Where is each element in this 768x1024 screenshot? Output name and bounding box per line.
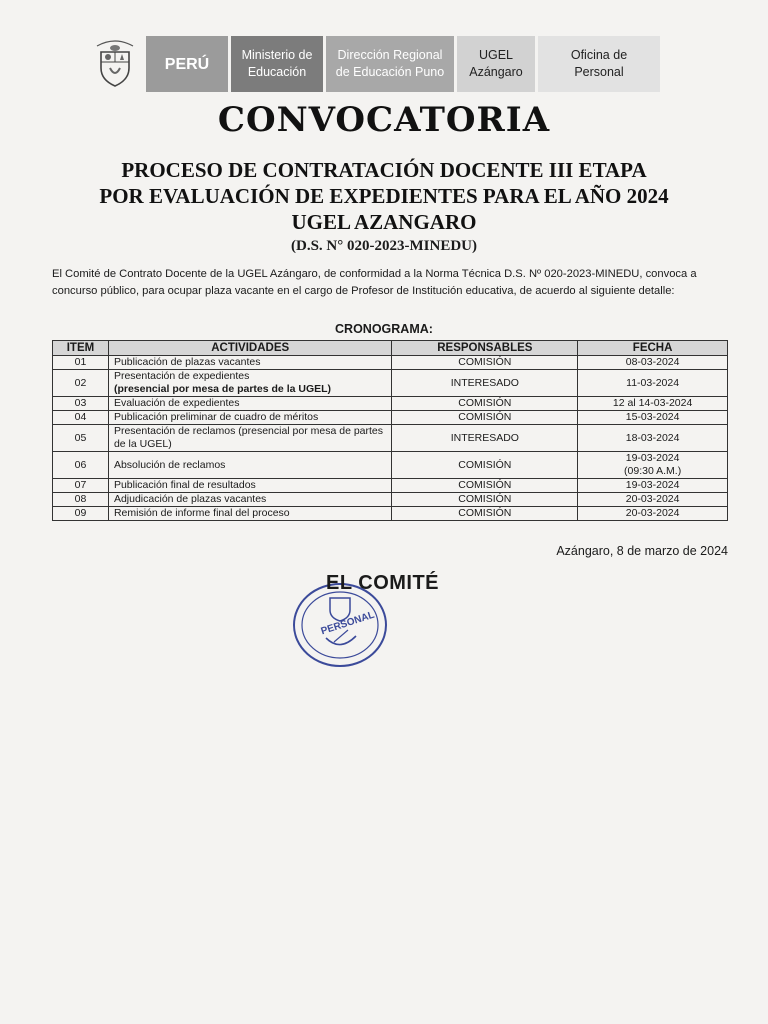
date-text: 11-03-2024 — [626, 376, 680, 389]
cell-date — [578, 411, 728, 425]
date-text: 19-03-2024 — [625, 452, 680, 464]
table-header-row — [53, 341, 728, 356]
cell-date — [578, 370, 728, 397]
peru-coat-of-arms-icon — [92, 36, 138, 92]
intro-paragraph: El Comité de Contrato Docente de la UGEL Azángaro, de conformidad a la Norma Técnica D.S. Nº 020-2023-MINEDU, convoca a concurso público, para ocupar plaza vacante en el cargo de Profesor de Institución educativa, de acuerdo al siguiente detalle: — [52, 268, 697, 297]
cell-activity — [108, 479, 392, 493]
cell-activity — [108, 507, 392, 521]
cell-date — [578, 425, 728, 452]
cell-date — [578, 479, 728, 493]
stamp-text: PERSONAL — [319, 609, 376, 638]
cell-item: 09 — [53, 507, 109, 521]
subtitle-line: POR EVALUACIÓN DE EXPEDIENTES PARA EL AÑO 2024 — [99, 184, 669, 208]
cell-date — [578, 356, 728, 370]
activity-text: Presentación de reclamos (presencial por mesa de partes de la UGEL) — [113, 425, 384, 450]
table-row — [53, 507, 728, 521]
activity-text: Evaluación de expedientes — [113, 397, 240, 409]
date-text: 19-03-2024 — [625, 479, 680, 491]
activity-text: Presentación de expedientes — [113, 370, 250, 382]
schedule-title: CRONOGRAMA: — [335, 322, 433, 336]
table-row — [53, 452, 728, 479]
activity-text: Publicación final de resultados — [113, 479, 256, 491]
cell-responsible: COMISIÓN — [392, 507, 578, 521]
cell-activity — [108, 493, 392, 507]
ugel-line-1: UGEL — [478, 48, 514, 62]
cell-item: 04 — [53, 411, 109, 425]
activity-text: Remisión de informe final del proceso — [113, 507, 290, 519]
cell-item: 02 — [53, 370, 109, 397]
header-responsibles: RESPONSABLES — [392, 341, 578, 356]
page-title: CONVOCATORIA — [217, 100, 551, 140]
subtitle-line: UGEL AZANGARO — [291, 210, 477, 234]
date-time: (09:30 A.M.) — [624, 465, 682, 477]
cell-responsible: INTERESADO — [392, 370, 578, 397]
cell-item: 07 — [53, 479, 109, 493]
oficina-line-1: Oficina de — [570, 48, 628, 62]
activity-text: Publicación preliminar de cuadro de méritos — [113, 411, 319, 423]
decree-reference: (D.S. N° 020-2023-MINEDU) — [291, 238, 477, 254]
header-date: FECHA — [578, 341, 728, 356]
header-ugel — [457, 36, 535, 92]
table-row — [53, 425, 728, 452]
table-row — [53, 493, 728, 507]
cell-item: 01 — [53, 356, 109, 370]
cell-activity — [108, 356, 392, 370]
table-row — [53, 370, 728, 397]
ugel-line-2: Azángaro — [469, 65, 523, 79]
date-text: 20-03-2024 — [625, 493, 680, 505]
cell-item: 03 — [53, 397, 109, 411]
cell-responsible: COMISIÓN — [392, 479, 578, 493]
cell-responsible: COMISIÓN — [392, 493, 578, 507]
cell-date — [578, 507, 728, 521]
header-direccion — [326, 36, 454, 92]
institution-header — [92, 36, 663, 92]
cell-date — [578, 493, 728, 507]
header-ministerio — [231, 36, 323, 92]
signature-committee: EL COMITÉ — [326, 572, 440, 594]
schedule-table — [52, 340, 728, 521]
oficina-line-2: Personal — [574, 65, 624, 79]
cell-activity — [108, 452, 392, 479]
table-row — [53, 479, 728, 493]
cell-activity — [108, 397, 392, 411]
place-date: Azángaro, 8 de marzo de 2024 — [556, 544, 728, 558]
cell-responsible: COMISIÓN — [392, 452, 578, 479]
schedule-body — [53, 356, 728, 521]
cell-item: 05 — [53, 425, 109, 452]
cell-responsible: COMISIÓN — [392, 411, 578, 425]
direccion-line-1: Dirección Regional — [337, 48, 443, 62]
cell-responsible: INTERESADO — [392, 425, 578, 452]
header-oficina — [538, 36, 660, 92]
cell-date — [578, 452, 728, 479]
header-item: ITEM — [53, 341, 109, 356]
cell-date — [578, 397, 728, 411]
activity-note: (presencial por mesa de partes de la UGEL) — [113, 383, 332, 395]
cell-item: 06 — [53, 452, 109, 479]
header-activities: ACTIVIDADES — [108, 341, 392, 356]
date-text: 18-03-2024 — [625, 431, 680, 444]
direccion-line-2: de Educación Puno — [335, 65, 445, 79]
activity-text: Publicación de plazas vacantes — [113, 356, 261, 368]
table-row — [53, 411, 728, 425]
ministerio-line-2: Educación — [247, 65, 307, 79]
header-peru: PERÚ — [146, 36, 228, 92]
date-text: 15-03-2024 — [625, 411, 680, 423]
cell-item: 08 — [53, 493, 109, 507]
date-text: 08-03-2024 — [625, 356, 680, 368]
date-text: 12 al 14-03-2024 — [612, 397, 693, 409]
table-row — [53, 397, 728, 411]
table-row — [53, 356, 728, 370]
activity-text: Adjudicación de plazas vacantes — [113, 493, 267, 505]
process-subtitle — [0, 157, 768, 235]
cell-activity — [108, 370, 392, 397]
subtitle-line: PROCESO DE CONTRATACIÓN DOCENTE III ETAPA — [121, 158, 647, 182]
date-text: 20-03-2024 — [625, 507, 680, 519]
ministerio-line-1: Ministerio de — [241, 48, 313, 62]
cell-responsible: COMISIÓN — [392, 397, 578, 411]
cell-activity — [108, 411, 392, 425]
activity-text: Absolución de reclamos — [113, 458, 226, 471]
cell-activity — [108, 425, 392, 452]
cell-responsible: COMISIÓN — [392, 356, 578, 370]
